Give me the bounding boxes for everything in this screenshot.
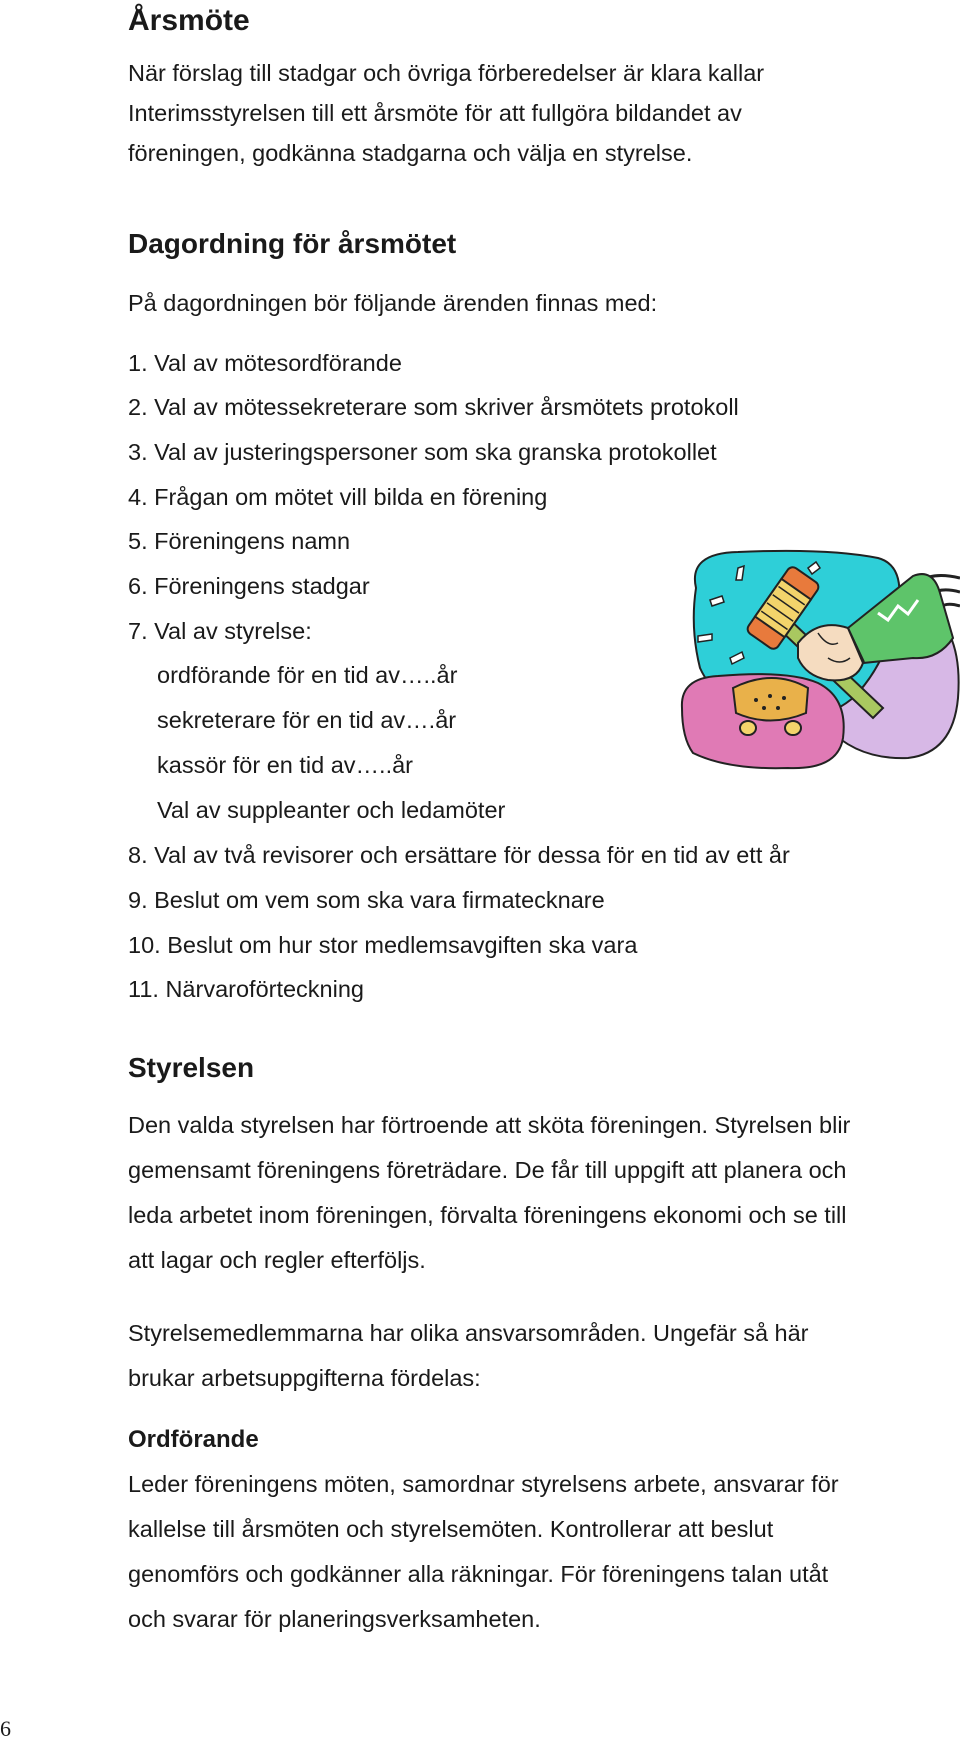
ordforande-paragraph-line: genomförs och godkänner alla räkningar. För föreningens talan utåt xyxy=(128,1561,829,1587)
styrelsen-paragraph-line: leda arbetet inom föreningen, förvalta föreningens ekonomi och se till xyxy=(128,1202,847,1228)
heading-styrelsen: Styrelsen xyxy=(128,1052,255,1083)
gavel-clipart-icon xyxy=(678,548,960,770)
arsmote-paragraph-line: Interimsstyrelsen till ett årsmöte för att fullgöra bildandet av xyxy=(128,100,742,126)
agenda-item: 6. Föreningens stadgar xyxy=(128,573,370,599)
agenda-item: 2. Val av mötessekreterare som skriver årsmötets protokoll xyxy=(128,394,739,420)
page-number: 6 xyxy=(0,1716,11,1741)
styrelsen-paragraph-line: brukar arbetsuppgifterna fördelas: xyxy=(128,1365,481,1391)
agenda-subitem: sekreterare för en tid av….år xyxy=(157,707,457,733)
agenda-subitem: Val av suppleanter och ledamöter xyxy=(157,797,506,823)
ordforande-paragraph-line: och svarar för planeringsverksamheten. xyxy=(128,1606,541,1632)
ordforande-paragraph-line: kallelse till årsmöten och styrelsemöten. Kontrollerar att beslut xyxy=(128,1516,774,1542)
arsmote-paragraph-line: När förslag till stadgar och övriga förberedelser är klara kallar xyxy=(128,60,765,86)
heading-ordforande: Ordförande xyxy=(128,1426,259,1453)
heading-dagordning: Dagordning för årsmötet xyxy=(128,228,457,259)
agenda-item: 8. Val av två revisorer och ersättare för dessa för en tid av ett år xyxy=(128,842,790,868)
agenda-item: 9. Beslut om vem som ska vara firmatecknare xyxy=(128,887,605,913)
agenda-item: 7. Val av styrelse: xyxy=(128,618,312,644)
agenda-item: 10. Beslut om hur stor medlemsavgiften ska vara xyxy=(128,932,638,958)
agenda-item: 1. Val av mötesordförande xyxy=(128,350,402,376)
styrelsen-paragraph-line: att lagar och regler efterföljs. xyxy=(128,1247,426,1273)
agenda-item: 4. Frågan om mötet vill bilda en förening xyxy=(128,484,548,510)
styrelsen-paragraph-line: Styrelsemedlemmarna har olika ansvarsområden. Ungefär så här xyxy=(128,1320,809,1346)
agenda-subitem: ordförande för en tid av…..år xyxy=(157,662,458,688)
dagordning-intro: På dagordningen bör följande ärenden finnas med: xyxy=(128,290,658,316)
ordforande-paragraph-line: Leder föreningens möten, samordnar styrelsens arbete, ansvarar för xyxy=(128,1471,839,1497)
heading-arsmote: Årsmöte xyxy=(128,4,250,37)
styrelsen-paragraph-line: gemensamt föreningens företrädare. De får till uppgift att planera och xyxy=(128,1157,847,1183)
agenda-subitem: kassör för en tid av…..år xyxy=(157,752,413,778)
agenda-item: 3. Val av justeringspersoner som ska granska protokollet xyxy=(128,439,717,465)
arsmote-paragraph-line: föreningen, godkänna stadgarna och välja en styrelse. xyxy=(128,140,693,166)
agenda-item: 11. Närvaroförteckning xyxy=(128,976,364,1002)
agenda-item: 5. Föreningens namn xyxy=(128,528,351,554)
styrelsen-paragraph-line: Den valda styrelsen har förtroende att sköta föreningen. Styrelsen blir xyxy=(128,1112,851,1138)
